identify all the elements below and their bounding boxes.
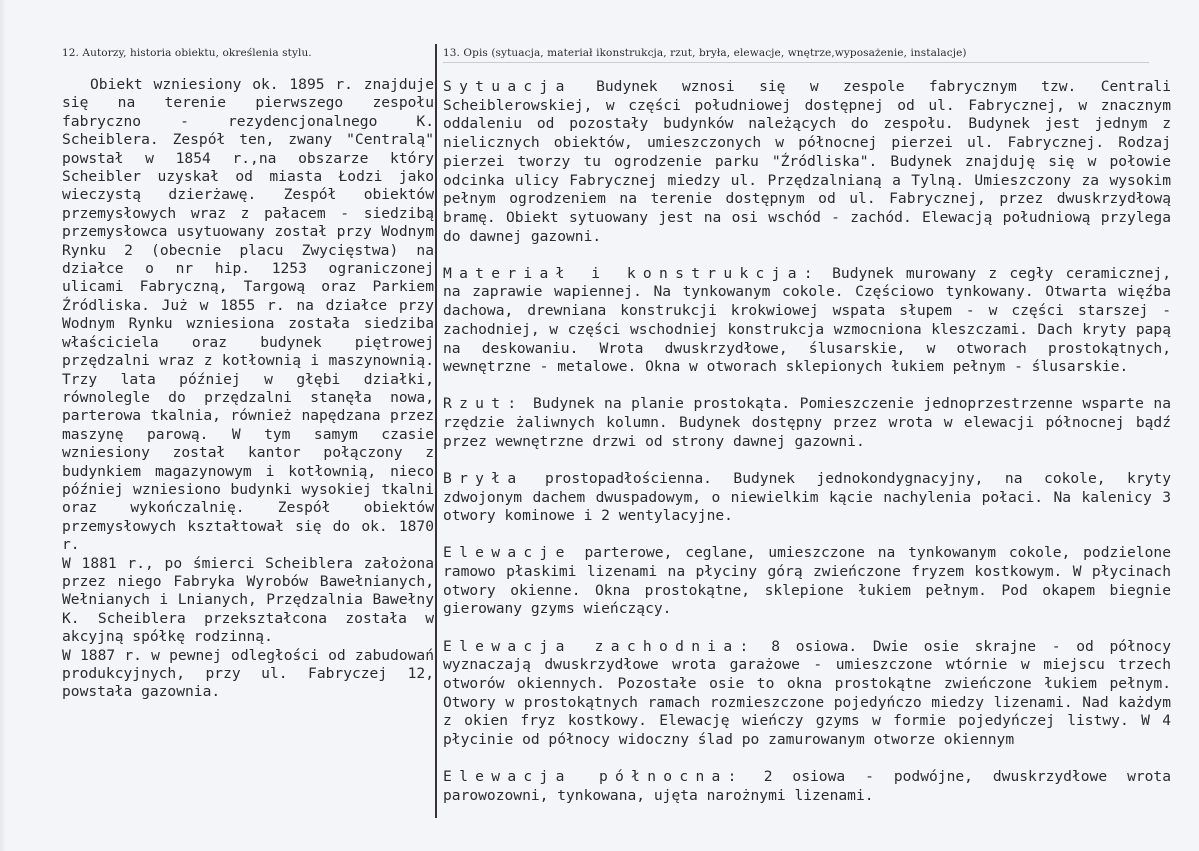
section-text: Budynek wznosi się w zespole fabrycznym tzw. Centrali Scheiblerowskiej, w części południowej dostępnej od ul. Fabrycznej, w znacznym oddaleniu od pozostały budynków należących do zespołu. Budynek jest jednym z nielicznych obiektów, umieszczonych w północnej pierzei ul. Fabrycznej. Rodzaj pierzei tworzy tu ogrodzenie parku "Źródliska". Budynek znajduję się w połowie odcinka ulicy Fabrycznej miedzy ul. Przędzalnianą a Tylną. Umieszczony za wysokim pełnym ogrodzeniem na terenie dostępnym od ul. Fabrycznej, przez dwuskrzydłową bramę. Obiekt sytuowany jest na osi wschód - zachód. Elewacją południową przylega do dawnej gazowni. [443,78,1171,245]
section-text: 2 osiowa - podwójne, dwuskrzydłowe wrota parowozowni, tynkowana, ujęta narożnymi lizenami. [443,768,1171,804]
section-term: Elewacja północna: [443,768,744,786]
history-paragraph-1: Obiekt wzniesiony ok. 1895 r. znajduje się na terenie pierwszego zespołu fabryczno - rezydencjonalnego K. Scheiblera. Zespół ten, zwany "Centralą" powstał w 1854 r.,na obszarze który Scheibler uzyskał od miasta Łodzi jako wieczystą dzierżawę. Zespół obiektów przemysłowych wraz z pałacem - siedzibą przemysłowca usytuowany został przy Wodnym Rynku 2 (obecnie placu Zwycięstwa) na działce o nr hip. 1253 ograniczonej ulicami Fabryczną, Targową oraz Parkiem Źródliska. Już w 1855 r. na działce przy Wodnym Rynku wzniesiona została siedziba właściciela oraz budynek piętrowej przędzalni wraz z kotłownią i maszynownią. Trzy lata później w głębi działki, równolegle do przędzalni stanęła nowa, parterowa tkalnia, również napędzana przez maszynę parową. W tym samym czasie wzniesiony został kantor połączony z budynkiem magazynowym i kotłownią, nieco później wzniesiono budynki wysokiej tkalni oraz wykończalnię. Zespół obiektów przemysłowych kształtował się do ok. 1870 r. [62,76,434,554]
section-material [443,265,1171,377]
history-paragraph-2: W 1881 r., po śmierci Scheiblera założona przez niego Fabryka Wyrobów Bawełnianych, Wełnianych i Lnianych, Przędzalnia Bawełny K. Scheiblera przekształcona została w akcyjną spółkę rodzinną. [62,554,434,646]
section-term: Elewacje [443,544,572,562]
section-term: Elewacja zachodnia: [443,637,756,655]
section-plan [443,395,1171,451]
right-column-header: 13. Opis (sytuacja, materiał ikonstrukcja, rzut, bryła, elewacje, wnętrze,wyposażenie, instalacje) [443,47,967,59]
history-paragraph-3: W 1887 r. w pewnej odległości od zabudowań produkcyjnych, przy ul. Fabryczej 12, powstała gazownia. [62,646,434,701]
description-column [443,78,1171,824]
section-west-elevation [443,638,1171,750]
section-massing [443,470,1171,526]
section-term: Materiał i konstrukcja: [443,264,820,282]
header-rule [443,62,1149,63]
section-term: Sytuacja [443,78,572,95]
section-text: prostopadłościenna. Budynek jednokondygnacyjny, na cokole, kryty zdwojonym dachem dwuspadowym, o niewielkim kącie nachylenia połaci. Na kalenicy 3 otwory kominowe i 2 wentylacyjne. [443,469,1171,525]
history-column [62,76,434,702]
section-term: Rzut: [443,395,524,413]
section-north-elevation [443,768,1171,805]
left-column-header: 12. Autorzy, historia obiektu, określenia stylu. [62,47,312,59]
page-edge-shadow [0,0,6,851]
section-text: parterowe, ceglane, umieszczone na tynkowanym cokole, podzielone ramowo płaskimi lizenami na płyciny górą zwieńczone fryzem kostkowym. W płycinach otwory okienne. Okna prostokątne, sklepione łukiem pełnym. Pod okapem biegnie gierowany gzyms wieńczący. [443,544,1171,618]
section-term: Bryła [443,469,524,487]
section-text: Budynek na planie prostokąta. Pomieszczenie jednoprzestrzenne wsparte na rzędzie żaliwnych kolumn. Budynek dostępny przez wrota w elewacji północnej bądź przez wewnętrzne drzwi od strony dawnej gazowni. [443,395,1171,450]
section-situation [443,78,1171,246]
section-text: 8 osiowa. Dwie osie skrajne - od północy wyznaczają dwuskrzydłowe wrota garażowe - umieszczone wtórnie w miejscu trzech otworów okiennych. Pozostałe osie to okna prostokątne zwieńczone łukiem pełnym. Otwory w prostokątnych ramach rozmieszczone pojedyńczo miedzy lizenami. Nad każdym z okien fryz kostkowy. Elewację wieńczy gzyms w formie pojedyńczej listwy. W 4 płycinie od północy widoczny ślad po zamurowanym otworze okiennym [443,637,1172,749]
column-divider [435,44,437,818]
section-text: Budynek murowany z cegły ceramicznej, na zaprawie wapiennej. Na tynkowanym cokole. Częściowo tynkowany. Otwarta więźba dachowa, drewniana konstrukcji krokwiowej wspata słupem - w części starszej - zachodniej, w części wschodniej konstrukcja wzmocniona kleszczami. Dach kryty papą na deskowaniu. Wrota dwuskrzydłowe, ślusarskie, w otworach prostokątnych, wewnętrzne - metalowe. Okna w otworach sklepionych łukiem pełnym - ślusarskie. [443,264,1172,376]
section-elevations [443,544,1171,619]
